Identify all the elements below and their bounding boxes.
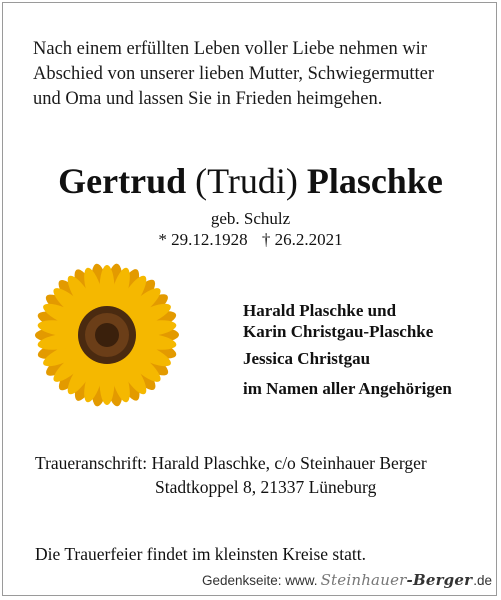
first-name: Gertrud: [58, 161, 187, 201]
mourner-line: Harald Plaschke und: [243, 301, 397, 320]
intro-line: Abschied von unserer lieben Mutter, Schwiegermutter: [33, 64, 435, 84]
obituary-card: [2, 2, 497, 596]
mourner-line: im Namen aller Angehörigen: [243, 379, 452, 398]
birth-name: geb. Schulz: [210, 209, 291, 228]
birth-date: * 29.12.1928: [158, 230, 248, 249]
memorial-page-link[interactable]: [202, 571, 492, 589]
life-dates: [3, 229, 498, 251]
closing-note: Die Trauerfeier findet im kleinsten Kreise statt.: [35, 544, 366, 564]
sunflower-image: [31, 261, 183, 409]
address-line: Stadtkoppel 8, 21337 Lüneburg: [155, 477, 377, 497]
death-date: † 26.2.2021: [261, 230, 343, 249]
mourning-address: [35, 451, 427, 499]
mourner-line: Karin Christgau-Plaschke: [243, 322, 434, 341]
sunflower-center-core: [95, 323, 119, 347]
steinhauer-berger-logo: Steinhauer-Berger: [320, 571, 473, 589]
address-line: Traueranschrift: Harald Plaschke, c/o Steinhauer Berger: [35, 453, 427, 473]
nickname: (Trudi): [195, 161, 298, 201]
last-name: Plaschke: [306, 161, 443, 201]
intro-line: Nach einem erfüllten Leben voller Liebe nehmen wir: [33, 39, 427, 59]
intro-text: [33, 37, 473, 112]
intro-line: und Oma und lassen Sie in Frieden heimgehen.: [33, 89, 383, 109]
mourner-line: Jessica Christgau: [243, 349, 371, 368]
mourners-list: [243, 300, 452, 399]
deceased-name: [3, 159, 498, 203]
footer-suffix: .de: [473, 573, 492, 588]
footer-label: Gedenkseite: www.: [202, 573, 318, 588]
